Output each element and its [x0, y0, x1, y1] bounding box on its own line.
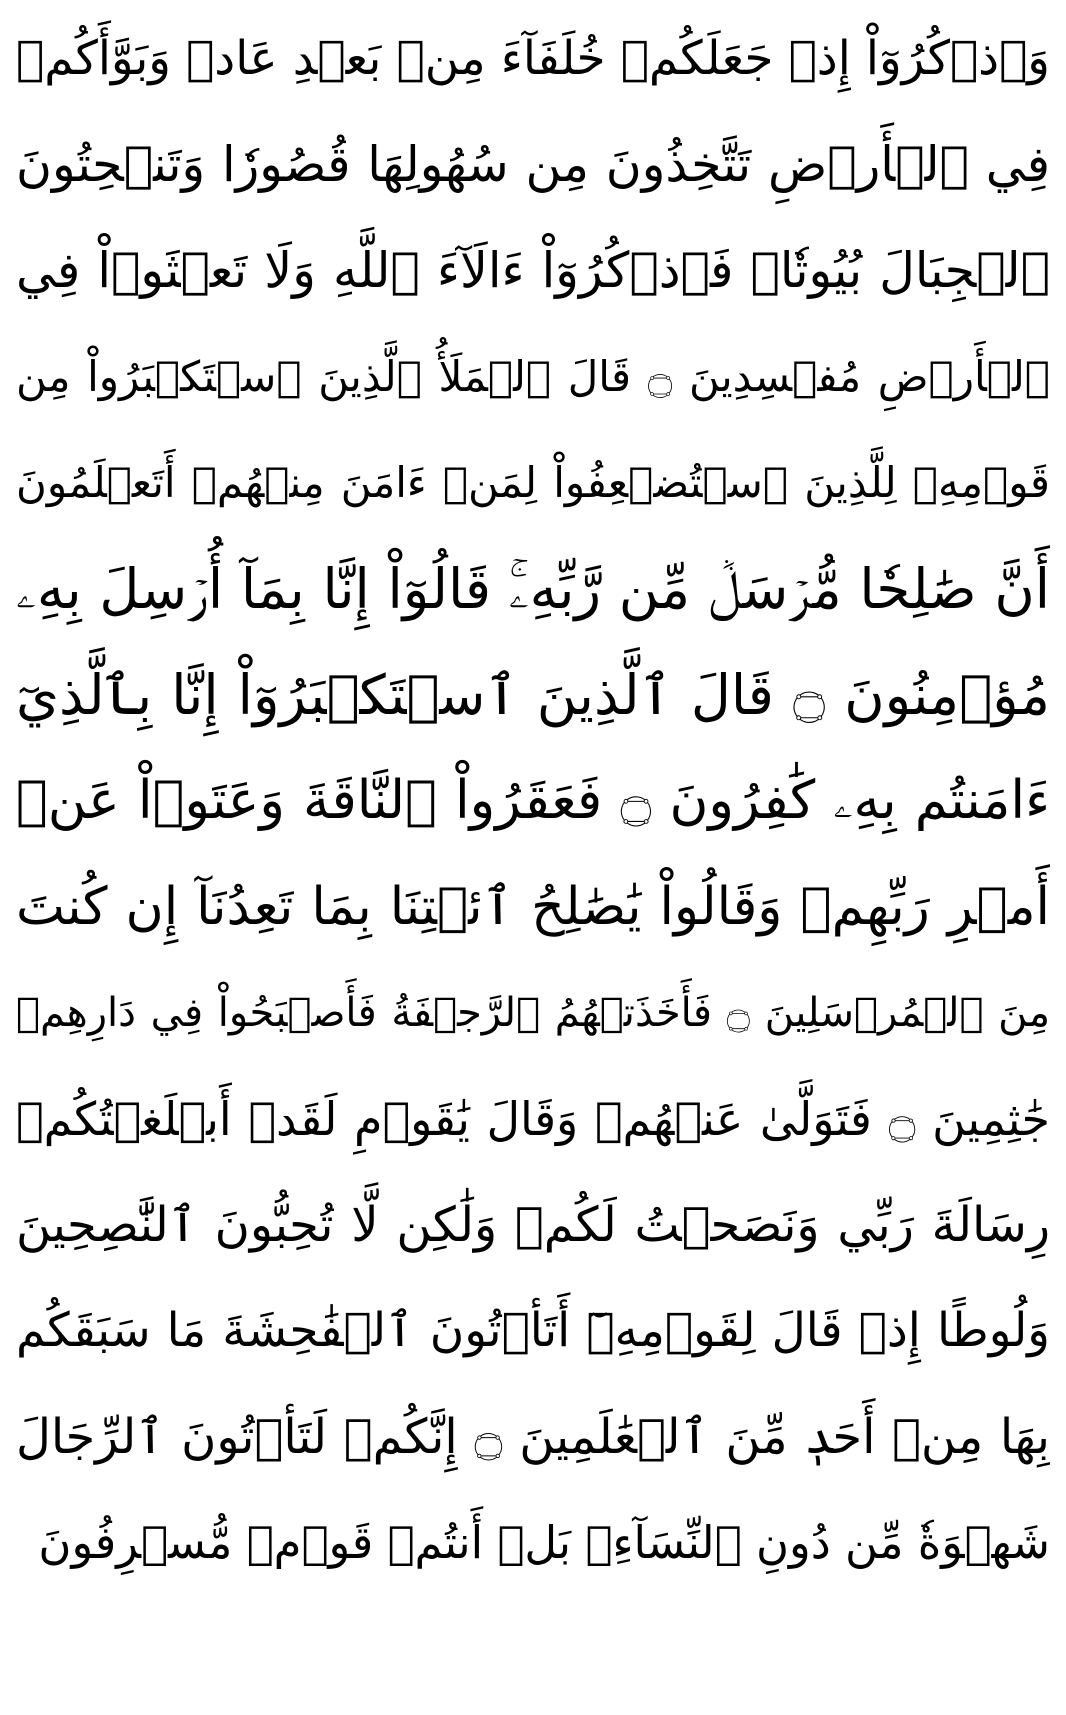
verse-line-4 — [16, 324, 1050, 430]
verse-line-13-text: وَلُوطًا إِذۡ قَالَ لِقَوۡمِهِۦٓ أَتَأۡتُونَ ٱلۡفَٰحِشَةَ مَا سَبَقَكُم — [16, 1303, 1050, 1358]
verse-lines — [16, 6, 1050, 1596]
verse-line-9-text: أَمۡرِ رَبِّهِمۡ وَقَالُواْ يَٰصَٰلِحُ ٱئۡتِنَا بِمَا تَعِدُنَآ إِن كُنتَ — [16, 877, 1050, 937]
verse-line-15-text: شَهۡوَةٗ مِّن دُونِ ٱلنِّسَآءِۚ بَلۡ أَنتُمۡ قَوۡمٞ مُّسۡرِفُونَ — [38, 1516, 1050, 1569]
verse-line-11 — [16, 1066, 1050, 1172]
verse-line-12-text: رِسَالَةَ رَبِّي وَنَصَحۡتُ لَكُمۡ وَلَٰكِن لَّا تُحِبُّونَ ٱلنَّٰصِحِينَ — [16, 1197, 1050, 1253]
verse-line-13 — [16, 1278, 1050, 1384]
verse-line-2 — [16, 112, 1050, 218]
verse-line-7-text: مُؤۡمِنُونَ ۝ قَالَ ٱلَّذِينَ ٱسۡتَكۡبَرُوٓاْ إِنَّا بِٱلَّذِيٓ — [16, 663, 1050, 727]
verse-line-11-text: جَٰثِمِينَ ۝ فَتَوَلَّىٰ عَنۡهُمۡ وَقَالَ يَٰقَوۡمِ لَقَدۡ أَبۡلَغۡتُكُمۡ — [16, 1092, 1050, 1146]
verse-line-1-text: وَٱذۡكُرُوٓاْ إِذۡ جَعَلَكُمۡ خُلَفَآءَ مِنۢ بَعۡدِ عَادٖ وَبَوَّأَكُمۡ — [16, 31, 1050, 86]
verse-line-14 — [16, 1384, 1050, 1490]
verse-line-10 — [16, 960, 1050, 1066]
verse-line-12 — [16, 1172, 1050, 1278]
verse-line-1 — [16, 6, 1050, 112]
verse-line-5 — [16, 430, 1050, 536]
verse-line-3-text: ٱلۡجِبَالَ بُيُوتٗاۖ فَٱذۡكُرُوٓاْ ءَالَآءَ ٱللَّهِ وَلَا تَعۡثَوۡاْ فِي — [16, 242, 1050, 299]
verse-line-10-text: مِنَ ٱلۡمُرۡسَلِينَ ۝ فَأَخَذَتۡهُمُ ٱلرَّجۡفَةُ فَأَصۡبَحُواْ فِي دَارِهِمۡ — [16, 990, 1050, 1036]
verse-line-8-text: ءَامَنتُم بِهِۦ كَٰفِرُونَ ۝ فَعَقَرُواْ ٱلنَّاقَةَ وَعَتَوۡاْ عَنۡ — [16, 770, 1050, 831]
verse-line-9 — [16, 854, 1050, 960]
verse-line-3 — [16, 218, 1050, 324]
verse-line-15 — [16, 1490, 1050, 1596]
verse-line-5-text: قَوۡمِهِۦ لِلَّذِينَ ٱسۡتُضۡعِفُواْ لِمَنۡ ءَامَنَ مِنۡهُمۡ أَتَعۡلَمُونَ — [16, 458, 1050, 507]
verse-line-7 — [16, 642, 1050, 748]
verse-line-4-text: ٱلۡأَرۡضِ مُفۡسِدِينَ ۝ قَالَ ٱلۡمَلَأُ ٱلَّذِينَ ٱسۡتَكۡبَرُواْ مِن — [16, 352, 1050, 401]
verse-line-6-text: أَنَّ صَٰلِحٗا مُّرۡسَلٞ مِّن رَّبِّهِۦۚ قَالُوٓاْ إِنَّا بِمَآ أُرۡسِلَ بِهِۦ — [16, 557, 1050, 621]
verse-line-2-text: فِي ٱلۡأَرۡضِ تَتَّخِذُونَ مِن سُهُولِهَا قُصُورٗا وَتَنۡحِتُونَ — [16, 136, 1050, 193]
verse-line-6 — [16, 536, 1050, 642]
verse-line-8 — [16, 748, 1050, 854]
verse-line-14-text: بِهَا مِنۡ أَحَدٖ مِّنَ ٱلۡعَٰلَمِينَ ۝ إِنَّكُمۡ لَتَأۡتُونَ ٱلرِّجَالَ — [16, 1409, 1050, 1465]
